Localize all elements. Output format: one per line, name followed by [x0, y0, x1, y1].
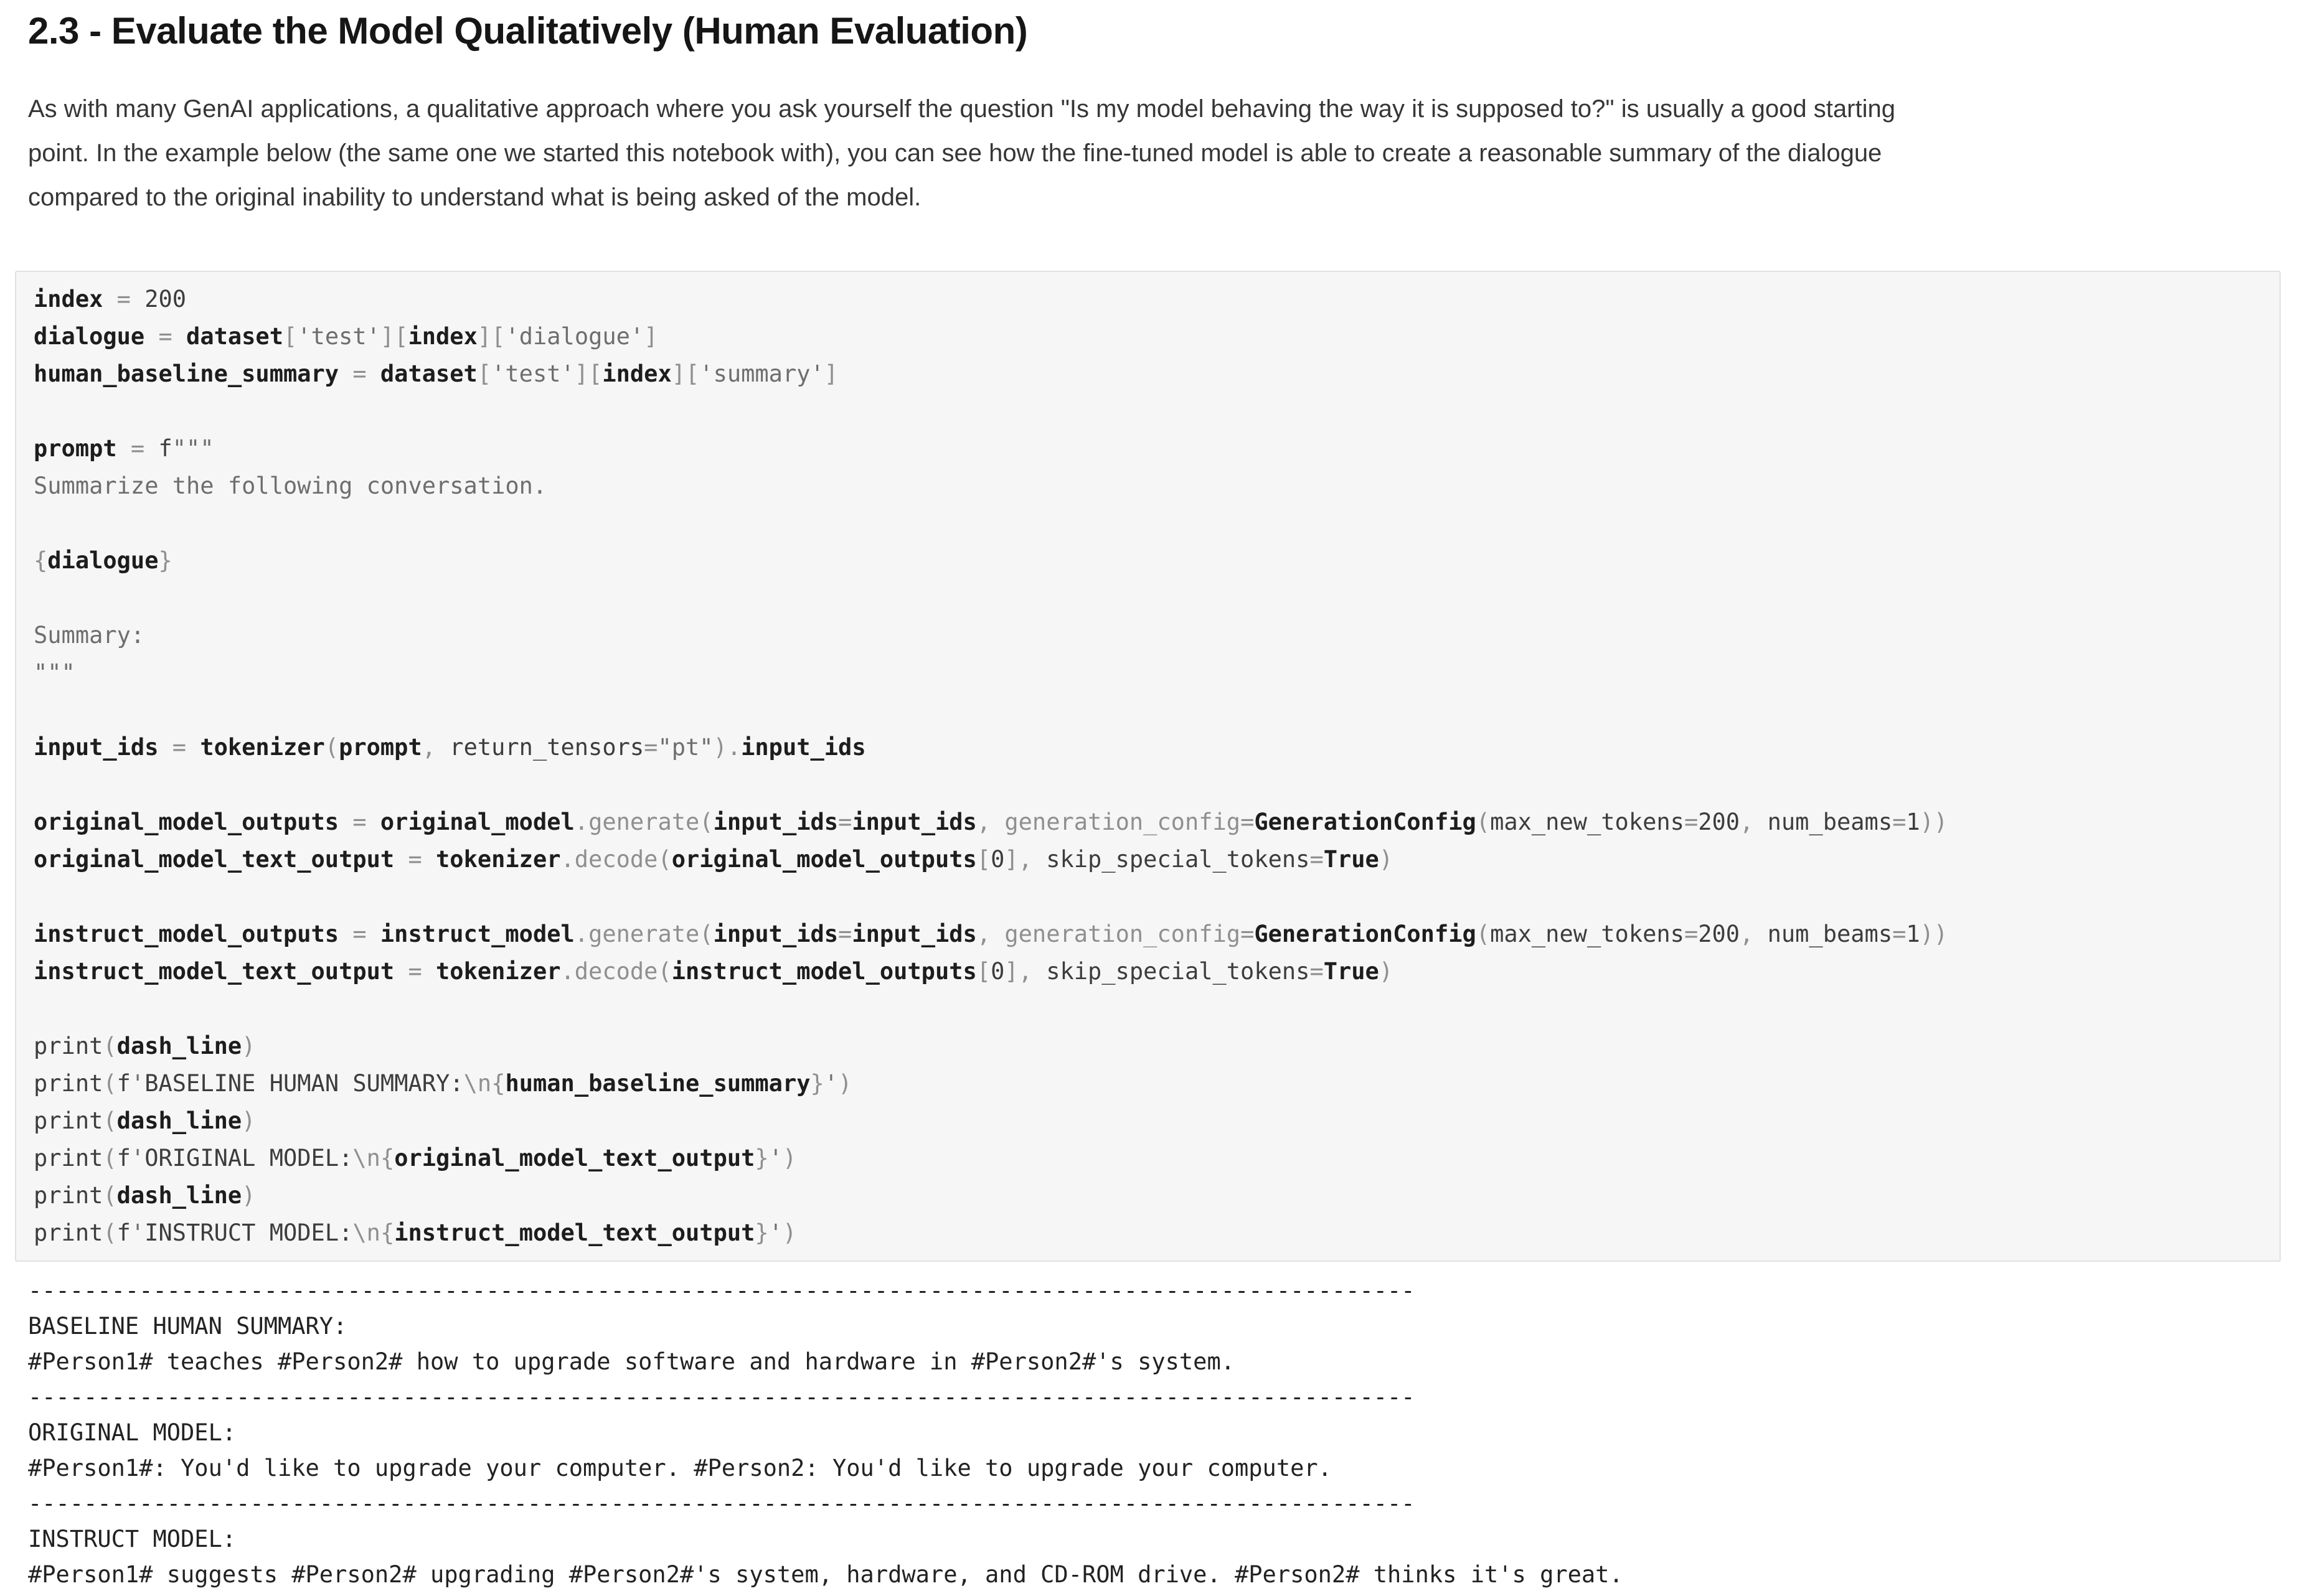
code-token: ( — [658, 958, 672, 985]
code-token: 'dialogue' — [505, 323, 644, 350]
code-token: . — [560, 958, 575, 985]
code-token: = — [339, 360, 380, 387]
code-token: ][ — [380, 323, 408, 350]
code-token: dash_line — [116, 1107, 242, 1134]
code-line — [34, 617, 2262, 654]
code-token: 1 — [1906, 921, 1920, 947]
code-token: generate — [588, 809, 700, 835]
code-token: ). — [713, 734, 742, 761]
code-token: = — [339, 809, 380, 835]
code-token: "pt" — [658, 734, 714, 761]
code-line — [34, 654, 2262, 692]
code-token: ( — [103, 1219, 117, 1246]
code-line — [34, 916, 2262, 953]
output-line: ---------------------------------------------------------------------------------------------------- — [28, 1384, 1415, 1411]
code-token: ( — [103, 1145, 117, 1171]
code-token: return_tensors — [450, 734, 644, 761]
code-token: print — [34, 1219, 103, 1246]
code-token: ) — [242, 1107, 256, 1134]
code-token: ) — [1379, 958, 1393, 985]
code-cell — [15, 271, 2281, 1262]
code-token: max_new_tokens — [1490, 921, 1684, 947]
code-token: f — [116, 1070, 131, 1097]
notebook-page — [28, 9, 2281, 1592]
code-token: = — [158, 734, 200, 761]
code-token: ) — [242, 1033, 256, 1059]
code-token: index — [408, 323, 478, 350]
code-token: tokenizer — [436, 846, 561, 873]
code-token: index — [34, 286, 103, 312]
code-token: = — [394, 958, 436, 985]
code-token: skip_special_tokens — [1046, 958, 1310, 985]
code-token: input_ids — [713, 921, 839, 947]
cell-output — [28, 1273, 2281, 1592]
code-token: } — [755, 1219, 769, 1246]
code-token: True — [1323, 958, 1379, 985]
code-token: , — [422, 734, 450, 761]
code-token: print — [34, 1145, 103, 1171]
intro-paragraph-line: As with many GenAI applications, a qualitative approach where you ask yourself the question "Is my model behaving the way it is supposed to?" is usually a good starting — [28, 95, 1895, 123]
output-line: INSTRUCT MODEL: — [28, 1526, 237, 1552]
code-line — [34, 505, 2262, 542]
code-token: Summary: — [34, 622, 145, 649]
code-token: ) — [782, 1219, 797, 1246]
code-token: ' — [130, 1070, 145, 1097]
code-token: 1 — [1906, 809, 1920, 835]
code-token: 'test' — [491, 360, 575, 387]
code-line — [34, 355, 2262, 393]
code-token: = — [644, 734, 658, 761]
code-token: num_beams — [1767, 921, 1893, 947]
code-token: True — [1323, 846, 1379, 873]
code-token: ], — [1004, 958, 1047, 985]
code-token: instruct_model — [380, 921, 575, 947]
code-line — [34, 841, 2262, 878]
code-line — [34, 281, 2262, 318]
code-token: ' — [768, 1219, 783, 1246]
code-token: instruct_model_text_output — [34, 958, 395, 985]
code-token: [ — [477, 360, 492, 387]
code-token: [ — [976, 958, 991, 985]
code-token: = — [1240, 809, 1255, 835]
code-token: """ — [34, 659, 75, 686]
code-token: ' — [130, 1145, 145, 1171]
code-token: generate — [588, 921, 700, 947]
code-token: print — [34, 1107, 103, 1134]
code-token: , — [976, 921, 1005, 947]
code-token: } — [810, 1070, 824, 1097]
code-token: 200 — [1698, 921, 1740, 947]
code-token: print — [34, 1070, 103, 1097]
code-token: \n — [352, 1145, 380, 1171]
code-token: skip_special_tokens — [1046, 846, 1310, 873]
code-line — [34, 1102, 2262, 1140]
output-line: ORIGINAL MODEL: — [28, 1419, 237, 1446]
code-token: ( — [699, 921, 714, 947]
code-token: )) — [1920, 809, 1948, 835]
code-token: original_model — [380, 809, 575, 835]
code-token: decode — [574, 958, 658, 985]
code-token: ( — [103, 1182, 117, 1209]
code-token: , — [1740, 921, 1768, 947]
code-token: { — [380, 1145, 395, 1171]
code-token: dash_line — [116, 1033, 242, 1059]
code-token: = — [838, 809, 852, 835]
code-token: = — [1892, 809, 1907, 835]
code-token: 'summary' — [699, 360, 824, 387]
code-line — [34, 1065, 2262, 1102]
code-line — [34, 729, 2262, 766]
code-token: ] — [824, 360, 839, 387]
code-token: = — [838, 921, 852, 947]
output-line: ---------------------------------------------------------------------------------------------------- — [28, 1277, 1415, 1304]
code-line — [34, 1214, 2262, 1252]
output-line: #Person1#: You'd like to upgrade your computer. #Person2: You'd like to upgrade your computer. — [28, 1455, 1332, 1481]
code-token: ) — [838, 1070, 852, 1097]
code-token: input_ids — [741, 734, 866, 761]
code-line — [34, 1177, 2262, 1214]
output-line: #Person1# suggests #Person2# upgrading #Person2#'s system, hardware, and CD-ROM drive. #Person2# thinks it's great. — [28, 1561, 1623, 1588]
code-token: ], — [1004, 846, 1047, 873]
code-token: generation_config — [1004, 809, 1241, 835]
code-token: dialogue — [34, 323, 145, 350]
code-line — [34, 393, 2262, 430]
code-line — [34, 692, 2262, 729]
code-token: dataset — [186, 323, 283, 350]
intro-paragraph — [28, 87, 2281, 220]
code-token: ' — [768, 1145, 783, 1171]
code-token: input_ids — [713, 809, 839, 835]
code-token: 0 — [991, 958, 1005, 985]
code-line — [34, 990, 2262, 1028]
code-token: = — [394, 846, 436, 873]
code-token: [ — [283, 323, 298, 350]
code-line — [34, 878, 2262, 916]
code-token: ' — [130, 1219, 145, 1246]
code-token: ( — [103, 1107, 117, 1134]
code-token: dash_line — [116, 1182, 242, 1209]
code-token: = — [1240, 921, 1255, 947]
code-token: dataset — [380, 360, 478, 387]
code-token: print — [34, 1033, 103, 1059]
code-token: . — [574, 809, 589, 835]
code-token: = — [103, 286, 145, 312]
section-heading: 2.3 - Evaluate the Model Qualitatively (Human Evaluation) — [28, 10, 1028, 52]
code-token: = — [116, 435, 159, 462]
code-line — [34, 1140, 2262, 1177]
code-token: num_beams — [1767, 809, 1893, 835]
code-token: prompt — [34, 435, 117, 462]
output-line: ---------------------------------------------------------------------------------------------------- — [28, 1490, 1415, 1517]
code-token: f — [116, 1145, 131, 1171]
code-line — [34, 766, 2262, 804]
code-token: instruct_model_outputs — [34, 921, 339, 947]
code-token: ] — [644, 323, 658, 350]
code-line — [34, 953, 2262, 990]
code-line — [34, 804, 2262, 841]
code-token: ' — [824, 1070, 839, 1097]
code-token: max_new_tokens — [1490, 809, 1684, 835]
code-token: ( — [658, 846, 672, 873]
code-token: , — [1740, 809, 1768, 835]
code-token: original_model_text_output — [394, 1145, 755, 1171]
code-token: } — [158, 547, 172, 574]
code-token: ) — [242, 1182, 256, 1209]
code-line — [34, 318, 2262, 355]
code-token: original_model_outputs — [671, 846, 977, 873]
code-token: ( — [1476, 921, 1491, 947]
code-token: ) — [1379, 846, 1393, 873]
code-token: , — [976, 809, 1005, 835]
code-token: [ — [976, 846, 991, 873]
code-token: ][ — [574, 360, 603, 387]
code-line — [34, 467, 2262, 505]
code-token: = — [339, 921, 380, 947]
code-token: } — [755, 1145, 769, 1171]
output-line: BASELINE HUMAN SUMMARY: — [28, 1313, 347, 1340]
code-token: ( — [1476, 809, 1491, 835]
code-token: = — [1892, 921, 1907, 947]
code-token: ( — [103, 1033, 117, 1059]
code-line — [34, 580, 2262, 617]
code-token: tokenizer — [436, 958, 561, 985]
code-token: ORIGINAL MODEL: — [144, 1145, 353, 1171]
code-token: ][ — [671, 360, 700, 387]
code-token: ][ — [477, 323, 506, 350]
code-token: GenerationConfig — [1254, 921, 1476, 947]
code-token: 200 — [1698, 809, 1740, 835]
code-token: decode — [574, 846, 658, 873]
code-token: index — [602, 360, 672, 387]
code-token: 'test' — [297, 323, 380, 350]
code-token: ( — [324, 734, 339, 761]
code-token: """ — [172, 435, 214, 462]
code-token: print — [34, 1182, 103, 1209]
code-line — [34, 542, 2262, 580]
code-token: human_baseline_summary — [505, 1070, 811, 1097]
code-token: ) — [782, 1145, 797, 1171]
code-token: = — [1684, 921, 1699, 947]
code-token: { — [380, 1219, 395, 1246]
code-token: = — [1309, 846, 1324, 873]
code-token: { — [491, 1070, 506, 1097]
code-token: input_ids — [852, 921, 977, 947]
code-line — [34, 1028, 2262, 1065]
code-token: ( — [103, 1070, 117, 1097]
code-token: = — [1309, 958, 1324, 985]
code-token: original_model_outputs — [34, 809, 339, 835]
code-token: human_baseline_summary — [34, 360, 339, 387]
intro-paragraph-line: point. In the example below (the same one we started this notebook with), you can see how the fine-tuned model is able to create a reasonable summary of the dialogue — [28, 139, 1882, 167]
intro-paragraph-line: compared to the original inability to understand what is being asked of the model. — [28, 184, 922, 211]
code-token: INSTRUCT MODEL: — [144, 1219, 353, 1246]
code-token: instruct_model_text_output — [394, 1219, 755, 1246]
code-token: 200 — [144, 286, 187, 312]
output-line: #Person1# teaches #Person2# how to upgrade software and hardware in #Person2#'s system. — [28, 1348, 1235, 1375]
code-token: BASELINE HUMAN SUMMARY: — [144, 1070, 464, 1097]
code-token: )) — [1920, 921, 1948, 947]
code-token: tokenizer — [200, 734, 325, 761]
code-token: input_ids — [852, 809, 977, 835]
code-token: original_model_text_output — [34, 846, 395, 873]
code-token: \n — [352, 1219, 380, 1246]
code-token: = — [1684, 809, 1699, 835]
code-token: = — [144, 323, 187, 350]
code-token: ( — [699, 809, 714, 835]
code-token: input_ids — [34, 734, 159, 761]
code-token: { — [34, 547, 48, 574]
code-token: generation_config — [1004, 921, 1241, 947]
code-line — [34, 430, 2262, 467]
code-token: f — [158, 435, 172, 462]
code-token: GenerationConfig — [1254, 809, 1476, 835]
code-token: \n — [463, 1070, 492, 1097]
code-token: prompt — [339, 734, 422, 761]
code-token: 0 — [991, 846, 1005, 873]
code-token: . — [574, 921, 589, 947]
code-token: f — [116, 1219, 131, 1246]
code-token: Summarize the following conversation. — [34, 472, 547, 499]
code-token: instruct_model_outputs — [671, 958, 977, 985]
code-token: . — [560, 846, 575, 873]
code-token: dialogue — [47, 547, 159, 574]
